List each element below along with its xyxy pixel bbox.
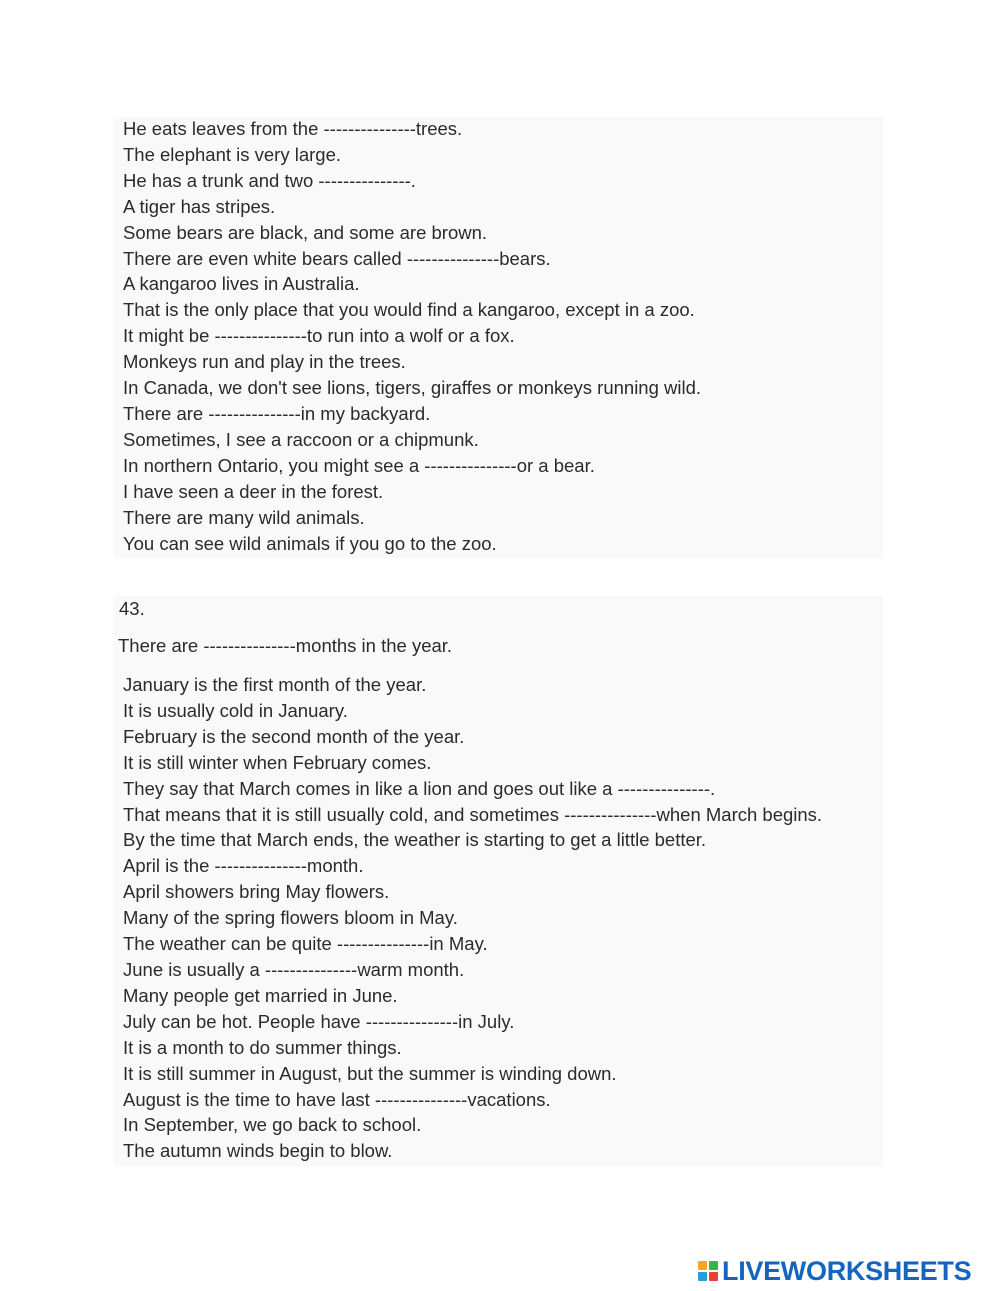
passage-line: It is usually cold in January. <box>123 699 348 721</box>
passage-line: It is a month to do summer things. <box>123 1036 402 1058</box>
passage-line: There are many wild animals. <box>123 506 365 528</box>
passage-line: It is still summer in August, but the summer is winding down. <box>123 1062 617 1084</box>
passage-line: There are even white bears called ---------------bears. <box>123 247 551 269</box>
passage-line: The elephant is very large. <box>123 143 342 165</box>
passage-line: In September, we go back to school. <box>123 1114 422 1136</box>
passage-line: Monkeys run and play in the trees. <box>123 351 406 373</box>
passage-line: In northern Ontario, you might see a ---------------or a bear. <box>123 454 595 476</box>
passage-line: Some bears are black, and some are brown. <box>123 221 488 243</box>
passage-line: He eats leaves from the ---------------trees. <box>123 118 463 139</box>
passage-line: In Canada, we don't see lions, tigers, giraffes or monkeys running wild. <box>123 377 702 399</box>
passage-line: A kangaroo lives in Australia. <box>123 273 360 295</box>
passage-line: January is the first month of the year. <box>123 674 427 695</box>
passage-line: That is the only place that you would find a kangaroo, except in a zoo. <box>123 299 695 321</box>
months-intro-line: There are ---------------months in the year. <box>118 635 453 656</box>
passage-line: The weather can be quite ---------------in May. <box>123 933 488 955</box>
passage-line: June is usually a ---------------warm month. <box>123 958 465 980</box>
animals-passage <box>123 116 701 556</box>
passage-line: Many people get married in June. <box>123 984 398 1006</box>
passage-line: By the time that March ends, the weather is starting to get a little better. <box>123 829 707 851</box>
passage-line: April showers bring May flowers. <box>123 881 390 903</box>
passage-line: August is the time to have last ---------------vacations. <box>123 1088 551 1110</box>
liveworksheets-logo[interactable] <box>698 1257 971 1285</box>
logo-text: LIVEWORKSHEETS <box>722 1256 972 1286</box>
passage-line: April is the ---------------month. <box>123 855 364 877</box>
passage-line: Sometimes, I see a raccoon or a chipmunk. <box>123 428 479 450</box>
passage-line: It might be ---------------to run into a wolf or a fox. <box>123 325 515 347</box>
passage-line: The autumn winds begin to blow. <box>123 1140 393 1162</box>
passage-line: That means that it is still usually cold, and sometimes ---------------when March begins. <box>123 803 823 825</box>
months-passage <box>123 672 822 1164</box>
question-number: 43. <box>119 598 145 619</box>
passage-line: July can be hot. People have ---------------in July. <box>123 1010 515 1032</box>
passage-line: There are ---------------in my backyard. <box>123 402 431 424</box>
passage-line: He has a trunk and two ---------------. <box>123 169 416 191</box>
passage-line: They say that March comes in like a lion and goes out like a ---------------. <box>123 777 716 799</box>
passage-line: A tiger has stripes. <box>123 195 276 217</box>
passage-line: Many of the spring flowers bloom in May. <box>123 907 458 929</box>
passage-line: It is still winter when February comes. <box>123 751 432 773</box>
passage-line: You can see wild animals if you go to the zoo. <box>123 532 497 554</box>
liveworksheets-logo-icon <box>698 1261 718 1281</box>
passage-line: February is the second month of the year. <box>123 725 465 747</box>
passage-line: I have seen a deer in the forest. <box>123 480 384 502</box>
